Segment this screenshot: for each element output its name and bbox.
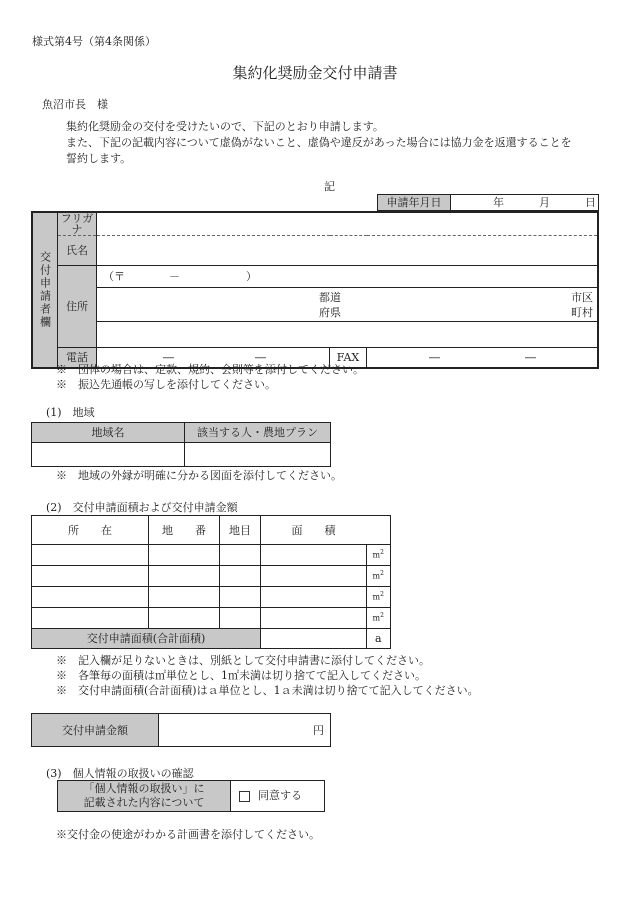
amount-table — [31, 713, 331, 747]
addressee: 魚沼市長 様 — [42, 98, 108, 111]
footer-note: ※交付金の使途がわかる計画書を添付してください。 — [56, 828, 320, 841]
applicant-note-2: ※ 振込先通帳の写しを添付してください。 — [56, 378, 276, 391]
month-label: 月 — [539, 196, 550, 209]
day-label: 日 — [585, 196, 596, 209]
area-total-label: 交付申請面積(合計面積) — [32, 629, 261, 649]
area-field-1[interactable] — [261, 545, 367, 566]
fax-dash-1: ― — [429, 351, 440, 364]
area-heading: (2) 交付申請面積および交付申請金額 — [46, 501, 238, 514]
checkbox-icon — [239, 791, 250, 802]
ki-mark: 記 — [324, 180, 335, 193]
fax-dash-2: ― — [525, 351, 536, 364]
region-plan-field[interactable] — [185, 443, 331, 467]
privacy-agree-label: 同意する — [258, 789, 302, 803]
unit-a: a — [374, 632, 382, 645]
shiku-1: 市区 — [571, 291, 593, 304]
region-col-plan: 該当する人・農地プラン — [185, 423, 331, 443]
date-label: 申請年月日 — [378, 195, 451, 211]
address-label: 住所 — [58, 266, 97, 348]
intro-line-1: 集約化奨励金の交付を受けたいので、下記のとおり申請します。 — [66, 120, 384, 133]
location-field-1[interactable] — [32, 545, 149, 566]
privacy-label — [58, 781, 231, 812]
amount-label: 交付申請金額 — [32, 714, 159, 747]
amount-unit: 円 — [313, 723, 324, 737]
unit-m2 — [366, 545, 391, 566]
unit-m2 — [366, 608, 391, 629]
area-field-3[interactable] — [261, 587, 367, 608]
unit-m2-sup: 2 — [380, 570, 384, 578]
date-field[interactable] — [451, 195, 599, 211]
table-row — [32, 545, 391, 566]
area-col-location: 所 在 — [32, 516, 149, 545]
location-field-3[interactable] — [32, 587, 149, 608]
unit-m2-base: m — [372, 550, 381, 560]
phone-dash-1: ― — [163, 351, 174, 364]
applicant-note-1: ※ 団体の場合は、定款、規約、会則等を添付してください。 — [56, 363, 364, 376]
area-note-1: ※ 記入欄が足りないときは、別紙として交付申請書に添付してください。 — [56, 654, 430, 667]
area-col-lot: 地 番 — [149, 516, 220, 545]
unit-m2-base: m — [372, 613, 381, 623]
category-field-4[interactable] — [220, 608, 261, 629]
privacy-table — [57, 780, 325, 812]
area-field-4[interactable] — [261, 608, 367, 629]
name-field[interactable] — [97, 236, 599, 266]
table-row — [32, 587, 391, 608]
category-field-1[interactable] — [220, 545, 261, 566]
unit-m2-sup: 2 — [380, 591, 384, 599]
postal-code-text: （〒 － ） — [103, 270, 257, 283]
intro-line-3: 誓約します。 — [66, 152, 132, 165]
privacy-label-line-2: 記載された内容について — [83, 796, 205, 809]
phone-label: 電話 — [58, 348, 97, 368]
privacy-heading: (3) 個人情報の取扱いの確認 — [46, 767, 194, 780]
unit-m2-base: m — [372, 592, 381, 602]
area-total-field[interactable] — [261, 629, 367, 649]
area-table — [31, 515, 391, 649]
lot-field-4[interactable] — [149, 608, 220, 629]
year-label: 年 — [493, 196, 504, 209]
unit-m2-base: m — [372, 571, 381, 581]
application-date-table — [377, 194, 599, 211]
address-extra-field[interactable] — [97, 322, 599, 348]
area-col-area: 面 積 — [261, 516, 367, 545]
table-row — [32, 608, 391, 629]
address-field[interactable] — [97, 288, 599, 322]
furigana-field[interactable] — [97, 212, 599, 236]
region-name-field[interactable] — [32, 443, 185, 467]
applicant-section-text: 交付申請者欄 — [38, 250, 52, 329]
page-title: 集約化奨励金交付申請書 — [232, 64, 398, 82]
todofuken-1: 都道 — [319, 291, 341, 304]
region-col-name: 地域名 — [32, 423, 185, 443]
lot-field-1[interactable] — [149, 545, 220, 566]
unit-m2 — [366, 587, 391, 608]
furigana-label: フリガナ — [58, 212, 97, 236]
form-number: 様式第4号（第4条関係） — [32, 35, 156, 48]
intro-line-2: また、下記の記載内容について虚偽がないこと、虚偽や違反があった場合には協力金を返還することを — [66, 136, 572, 149]
todofuken-2: 府県 — [319, 306, 341, 319]
location-field-2[interactable] — [32, 566, 149, 587]
privacy-agree-checkbox[interactable] — [231, 781, 325, 812]
lot-field-2[interactable] — [149, 566, 220, 587]
shiku-2: 町村 — [571, 306, 593, 319]
postal-code-field[interactable] — [97, 266, 599, 288]
category-field-2[interactable] — [220, 566, 261, 587]
area-col-unit — [366, 516, 391, 545]
phone-dash-2: ― — [255, 351, 266, 364]
privacy-label-line-1: 「個人情報の取扱い」に — [83, 782, 205, 796]
applicant-table — [31, 211, 599, 369]
unit-m2-sup: 2 — [380, 612, 384, 620]
lot-field-3[interactable] — [149, 587, 220, 608]
region-table — [31, 422, 331, 467]
location-field-4[interactable] — [32, 608, 149, 629]
area-col-category: 地目 — [220, 516, 261, 545]
unit-m2 — [366, 566, 391, 587]
applicant-section-label — [32, 212, 58, 368]
table-row — [32, 566, 391, 587]
region-heading: (1) 地域 — [46, 406, 95, 419]
area-note-2: ※ 各筆毎の面積は㎡単位とし、1㎡未満は切り捨てて記入してください。 — [56, 669, 426, 682]
fax-field[interactable] — [367, 348, 599, 368]
fax-label: FAX — [330, 348, 367, 368]
region-note: ※ 地域の外縁が明確に分かる図面を添付してください。 — [56, 469, 342, 482]
area-field-2[interactable] — [261, 566, 367, 587]
area-note-3: ※ 交付申請面積(合計面積)はａ単位とし、1ａ未満は切り捨てて記入してください。 — [56, 684, 479, 697]
unit-m2-sup: 2 — [380, 549, 384, 557]
name-label: 氏名 — [58, 236, 97, 266]
amount-field[interactable] — [159, 714, 331, 747]
category-field-3[interactable] — [220, 587, 261, 608]
